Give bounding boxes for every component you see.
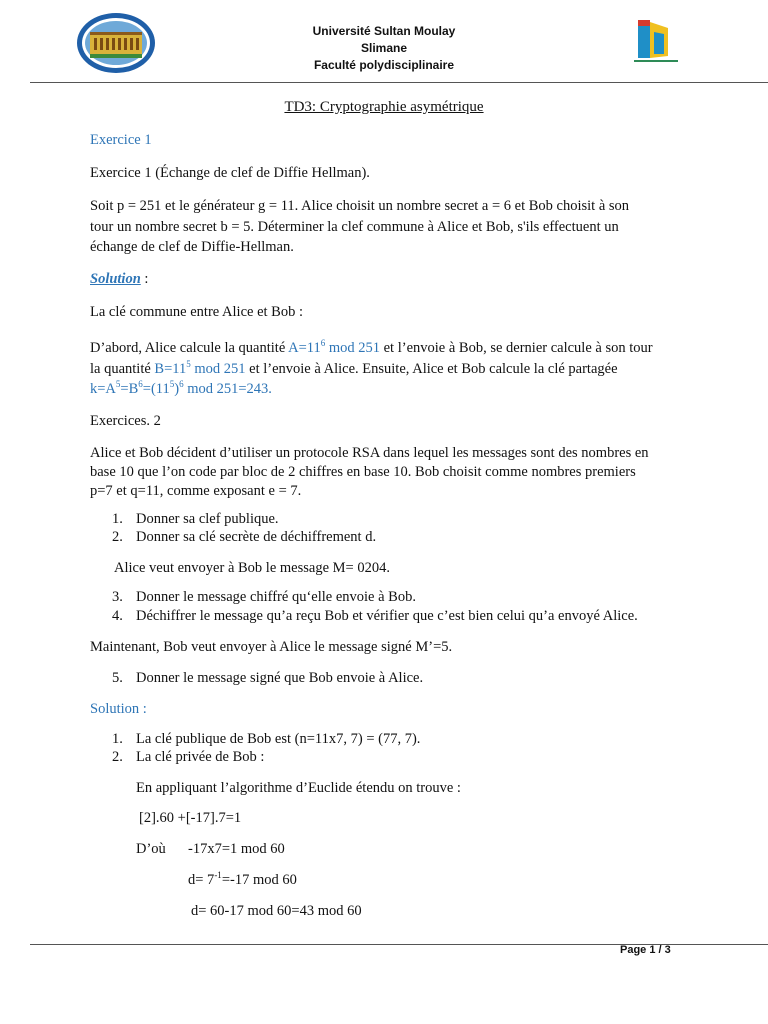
page-title: TD3: Cryptographie asymétrique — [284, 99, 484, 115]
question-item: 5. — [112, 670, 123, 686]
answer-item: 1. — [112, 731, 123, 747]
statement-line: Soit p = 251 et le générateur g = 11. Alice choisit un nombre secret a = 6 et Bob choisit à son — [90, 198, 630, 214]
exercise-2-heading: Exercices. 2 — [90, 413, 161, 429]
calc-formula-b: $B=11^5$ mod 251 — [154, 358, 246, 377]
question-text: Déchiffrer le message qu’a reçu Bob et vérifier que c’est bien celui qu’a envoyé Alice. — [136, 608, 638, 624]
answer-item: 2. — [112, 749, 123, 765]
question-item: 1. — [112, 511, 123, 527]
exercise-1-heading: Exercice 1 — [90, 132, 152, 148]
calc-text: D’abord, Alice calcule la quantité — [90, 340, 289, 356]
statement-line: p=7 et q=11, comme exposant e = 7. — [90, 483, 302, 499]
page-number: Page 1 / 3 — [620, 944, 671, 956]
question-text: Donner le message signé que Bob envoie à Alice. — [136, 670, 424, 686]
statement-line: tour un nombre secret b = 5. Déterminer la clef commune à Alice et Bob, s'ils effectuent un — [90, 218, 619, 235]
header-divider — [30, 82, 768, 83]
question-item: 4. — [112, 608, 123, 624]
solution-colon: : — [140, 271, 149, 287]
calc-text: la quantité — [90, 360, 155, 377]
exercise-1-statement — [90, 196, 690, 258]
exercise-2-statement — [90, 444, 690, 501]
euclid-line: En appliquant l’algorithme d’Euclide étendu on trouve : — [136, 780, 461, 796]
common-key-line: La clé commune entre Alice et Bob : — [90, 304, 303, 320]
calc-formula-a: $A=11^6$ mod 251 — [288, 338, 380, 356]
header-city: Slimane — [360, 41, 408, 55]
solution-2-label: Solution : — [90, 701, 147, 717]
header-faculty: Faculté polydisciplinaire — [313, 58, 455, 72]
calc-shared-key: $k=A^5=B^6=(11^5)^6$ mod 251=243. — [90, 379, 272, 397]
equation-4: d= 60-17 mod 60=43 mod 60 — [191, 903, 362, 919]
calc-text: et l’envoie à Alice. Ensuite, Alice et Bob calcule la clé partagée — [245, 360, 618, 377]
key-calculation — [90, 338, 690, 400]
equation-1: [2].60 +[-17].7=1 — [139, 810, 242, 826]
answer-text: La clé publique de Bob est (n=11x7, 7) = (77, 7). — [136, 731, 421, 747]
equation-2-label: D’où — [136, 841, 166, 857]
bob-message: Maintenant, Bob veut envoyer à Alice le message signé M’=5. — [90, 639, 453, 655]
exercise-1-subtitle: Exercice 1 (Échange de clef de Diffie Hellman). — [90, 165, 370, 181]
statement-line: Alice et Bob décident d’utiliser un protocole RSA dans lequel les messages sont des nombres en — [90, 445, 649, 461]
question-item: 3. — [112, 589, 123, 605]
statement-line: base 10 que l’on code par bloc de 2 chiffres en base 10. Bob choisit comme nombres premiers — [90, 464, 636, 480]
header-university: Université Sultan Moulay — [312, 24, 456, 38]
question-text: Donner sa clef publique. — [136, 511, 279, 527]
question-text: Donner sa clé secrète de déchiffrement d. — [136, 529, 377, 545]
question-item: 2. — [112, 529, 123, 545]
equation-3: $d= 7^{-1}=-17$ mod 60 — [188, 870, 297, 888]
statement-line: échange de clef de Diffie-Hellman. — [90, 239, 294, 255]
solution-link: Solution — [90, 271, 141, 287]
solution-1-label — [90, 271, 148, 288]
answer-text: La clé privée de Bob : — [136, 749, 265, 765]
calc-text: et l’envoie à Bob, se dernier calcule à son tour — [380, 340, 653, 356]
equation-2: -17x7=1 mod 60 — [188, 841, 285, 857]
alice-message: Alice veut envoyer à Bob le message M= 0204. — [114, 560, 390, 576]
question-text: Donner le message chiffré qu‘elle envoie à Bob. — [136, 589, 416, 605]
